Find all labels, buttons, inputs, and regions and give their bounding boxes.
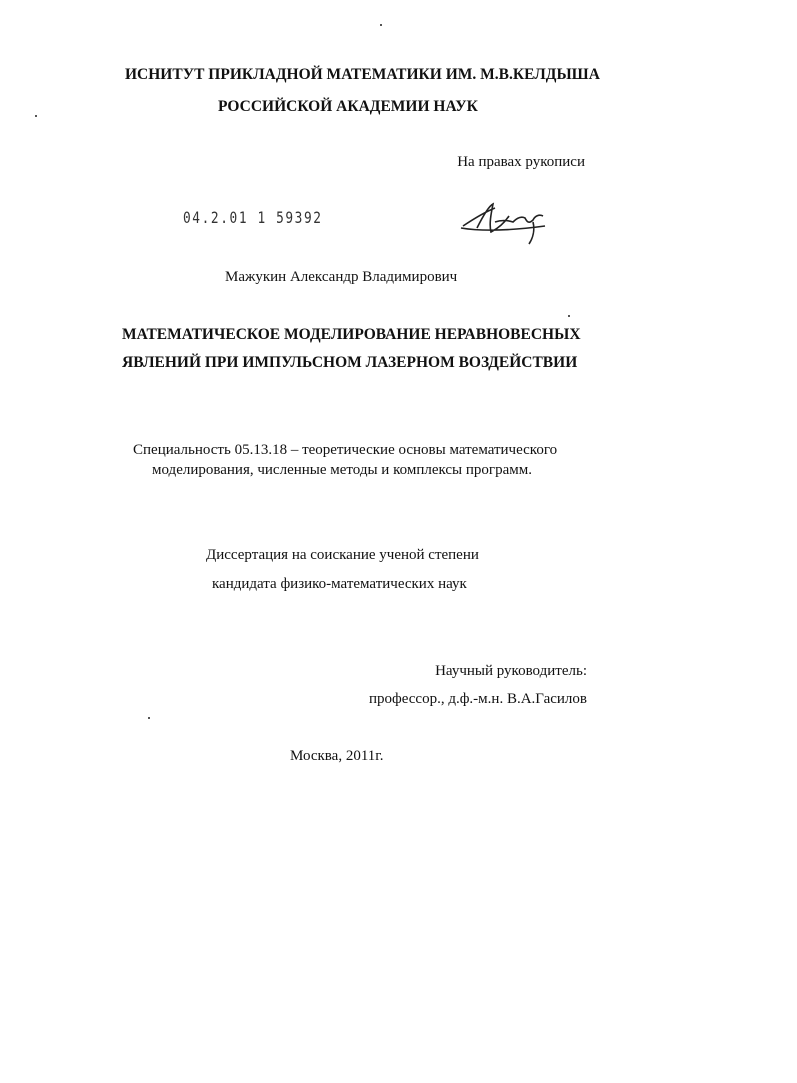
title-line-1: МАТЕМАТИЧЕСКОЕ МОДЕЛИРОВАНИЕ НЕРАВНОВЕСНЫХ [122, 326, 581, 343]
manuscript-note: На правах рукописи [457, 154, 585, 170]
title-line-2: ЯВЛЕНИЙ ПРИ ИМПУЛЬСНОМ ЛАЗЕРНОМ ВОЗДЕЙСТВИИ [122, 354, 578, 371]
degree-line-2: кандидата физико-математических наук [212, 576, 467, 592]
place-year: Москва, 2011г. [290, 748, 384, 764]
institute-line-2: РОССИЙСКОЙ АКАДЕМИИ НАУК [218, 98, 478, 115]
stamp-number: 04.2.01 1 59392 [183, 208, 323, 227]
specialty-line-2: моделирования, численные методы и комплексы программ. [152, 462, 532, 478]
scan-speck [35, 115, 37, 117]
advisor-name: профессор., д.ф.-м.н. В.А.Гасилов [368, 691, 587, 707]
signature-icon [455, 198, 550, 248]
advisor-label: Научный руководитель: [435, 663, 587, 679]
degree-line-1: Диссертация на соискание ученой степени [206, 547, 479, 563]
institute-line-1: ИСНИТУТ ПРИКЛАДНОЙ МАТЕМАТИКИ ИМ. М.В.КЕЛДЫША [125, 66, 600, 83]
scan-speck [380, 24, 382, 26]
scan-speck [568, 315, 570, 317]
scan-speck [148, 717, 150, 719]
author-name: Мажукин Александр Владимирович [225, 269, 458, 285]
specialty-line-1: Специальность 05.13.18 – теоретические основы математического [133, 442, 558, 458]
